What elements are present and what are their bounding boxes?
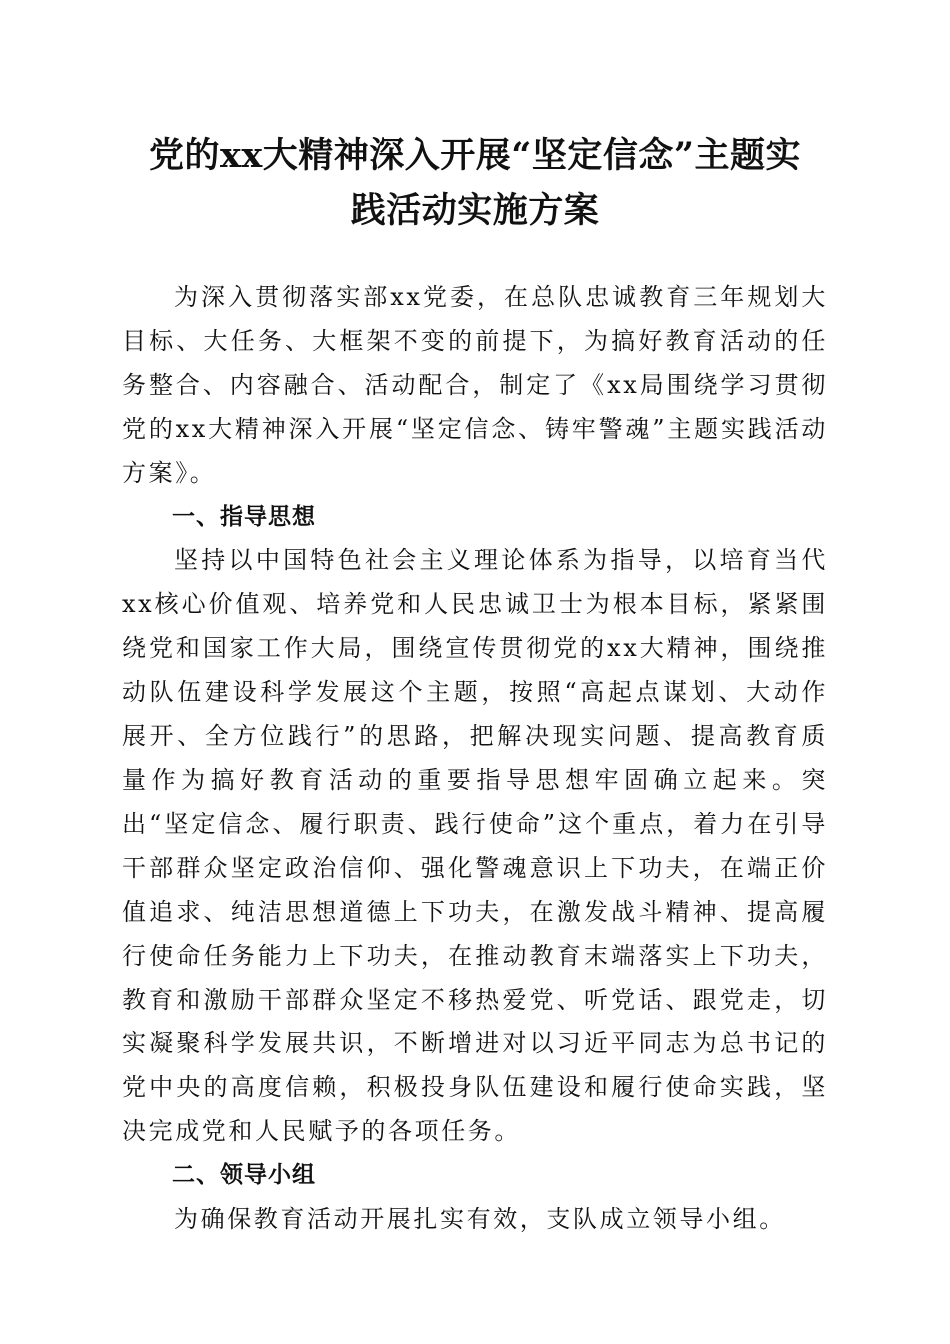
section-heading-guiding-ideology: 一、指导思想 [172, 503, 316, 530]
guiding-ideology-paragraph: 坚持以中国特色社会主义理论体系为指导，以培育当代xx核心价值观、培养党和人民忠诚卫士为根本目标，紧紧围绕党和国家工作大局，围绕宣传贯彻党的xx大精神，围绕推动队伍建设科学发展这个主题，按照“高起点谋划、大动作展开、全方位践行”的思路，把解决现实问题、提高教育质量作为搞好教育活动的重要指导思想牢固确立起来。突出“坚定信念、履行职责、践行使命”这个重点，着力在引导干部群众坚定政治信仰、强化警魂意识上下功夫，在端正价值追求、纯洁思想道德上下功夫，在激发战斗精神、提高履行使命任务能力上下功夫，在推动教育末端落实上下功夫，教育和激励干部群众坚定不移热爱党、听党话、跟党走，切实凝聚科学发展共识，不断增进对以习近平同志为总书记的党中央的高度信赖，积极投身队伍建设和履行使命实践，坚决完成党和人民赋予的各项任务。 [122, 546, 828, 1146]
document-body [122, 276, 828, 1242]
intro-paragraph: 为深入贯彻落实部xx党委，在总队忠诚教育三年规划大目标、大任务、大框架不变的前提下，为搞好教育活动的任务整合、内容融合、活动配合，制定了《xx局围绕学习贯彻党的xx大精神深入开展“坚定信念、铸牢警魂”主题实践活动方案》。 [122, 283, 828, 487]
document-title [100, 128, 850, 238]
leading-group-paragraph: 为确保教育活动开展扎实有效，支队成立领导小组。 [174, 1205, 786, 1234]
section-heading-leading-group: 二、领导小组 [172, 1162, 316, 1189]
title-line-1: 党的xx大精神深入开展“坚定信念”主题实 [149, 135, 801, 176]
title-line-2: 践活动实施方案 [350, 190, 600, 231]
